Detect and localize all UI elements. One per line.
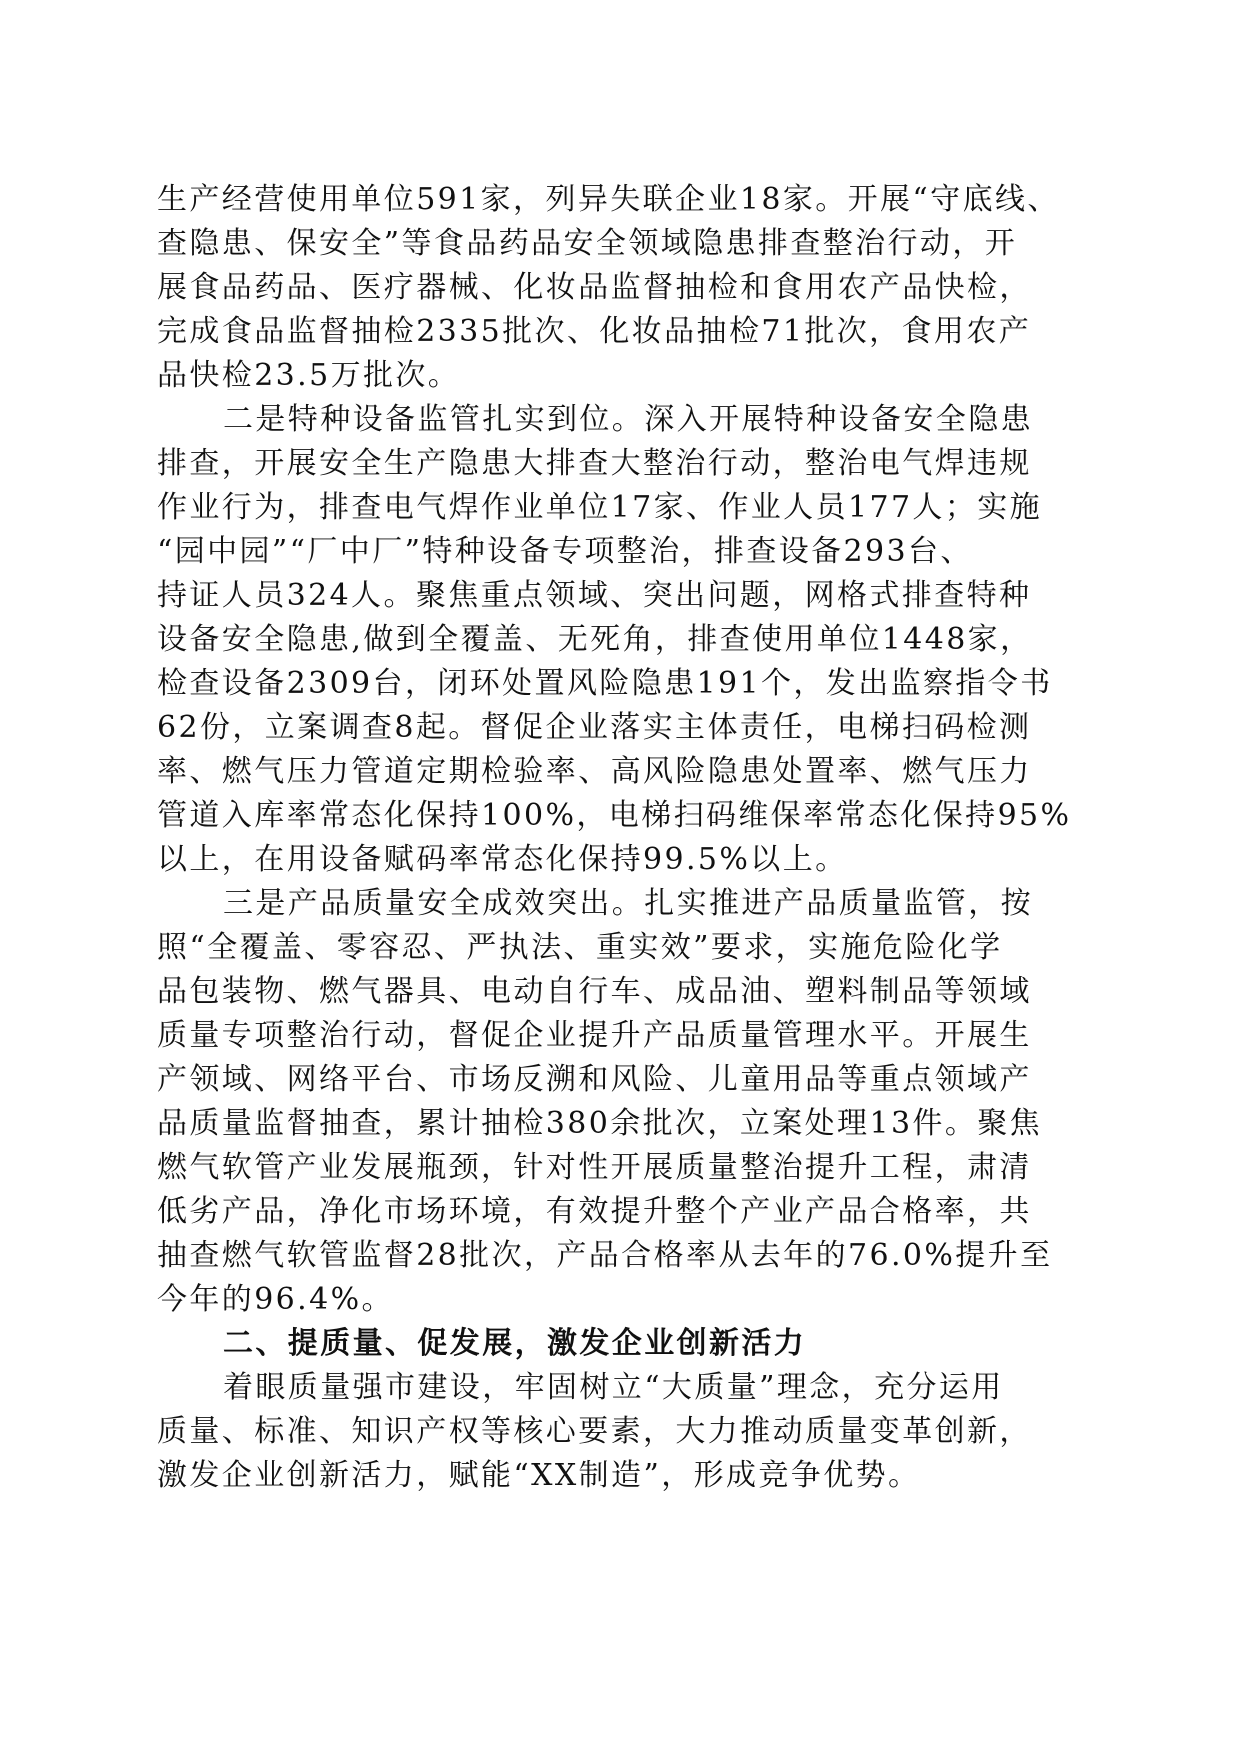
section-heading-text: 二、提质量、促发展，激发企业创新活力 [223,1326,807,1361]
paragraph-line: 激发企业创新活力，赋能“XX制造”，形成竞争优势。 [157,1458,921,1493]
paragraph-line: 设备安全隐患,做到全覆盖、无死角，排查使用单位1448家， [157,622,1033,657]
paragraph-line: 抽查燃气软管监督28批次，产品合格率从去年的76.0%提升至 [157,1238,1053,1273]
paragraph-line: 品快检23.5万批次。 [157,358,461,393]
paragraph-line: 今年的96.4%。 [157,1282,394,1317]
paragraph-line: 生产经营使用单位591家，列异失联企业18家。开展“守底线、 [157,182,1060,217]
paragraph-line: 二是特种设备监管扎实到位。深入开展特种设备安全隐患 [223,402,1033,437]
paragraph-line: 产领域、网络平台、市场反溯和风险、儿童用品等重点领域产 [157,1062,1032,1097]
paragraph-line: 作业行为，排查电气焊作业单位17家、作业人员177人；实施 [157,490,1043,525]
paragraph-line: 以上，在用设备赋码率常态化保持99.5%以上。 [157,842,848,877]
paragraph-line: 检查设备2309台，闭环处置风险隐患191个，发出监察指令书 [157,666,1053,701]
paragraph-line: 低劣产品，净化市场环境，有效提升整个产业产品合格率，共 [157,1194,1032,1229]
paragraph-line: 照“全覆盖、零容忍、严执法、重实效”要求，实施危险化学 [157,930,1003,965]
paragraph-line: 62份，立案调查8起。督促企业落实主体责任，电梯扫码检测 [157,710,1032,745]
document-body [157,178,1087,1498]
paragraph-line: 管道入库率常态化保持100%，电梯扫码维保率常态化保持95% [157,798,1072,833]
paragraph-line: 三是产品质量安全成效突出。扎实推进产品质量监管，按 [223,886,1033,921]
paragraph-line: 查隐患、保安全”等食品药品安全领域隐患排查整治行动，开 [157,226,1018,261]
paragraph-line: 率、燃气压力管道定期检验率、高风险隐患处置率、燃气压力 [157,754,1032,789]
paragraph-line: 完成食品监督抽检2335批次、化妆品抽检71批次，食用农产 [157,314,1032,349]
paragraph-line: 品包装物、燃气器具、电动自行车、成品油、塑料制品等领域 [157,974,1032,1009]
paragraph-line: 质量专项整治行动，督促企业提升产品质量管理水平。开展生 [157,1018,1032,1053]
paragraph-food-drug-safety [157,178,1087,398]
paragraph-line: 展食品药品、医疗器械、化妆品监督抽检和食用农产品快检， [157,270,1032,305]
paragraph-line: 持证人员324人。聚焦重点领域、突出问题，网格式排查特种 [157,578,1032,613]
paragraph-line: “园中园”“厂中厂”特种设备专项整治，排查设备293台、 [157,534,973,569]
paragraph-line: 燃气软管产业发展瓶颈，针对性开展质量整治提升工程，肃清 [157,1150,1032,1185]
paragraph-line: 着眼质量强市建设，牢固树立“大质量”理念，充分运用 [223,1370,1004,1405]
paragraph-special-equipment [157,398,1087,882]
paragraph-line: 品质量监督抽查，累计抽检380余批次，立案处理13件。聚焦 [157,1106,1043,1141]
paragraph-line: 排查，开展安全生产隐患大排查大整治行动，整治电气焊违规 [157,446,1032,481]
paragraph-section-two [157,1366,1087,1498]
paragraph-line: 质量、标准、知识产权等核心要素，大力推动质量变革创新， [157,1414,1032,1449]
section-heading [157,1322,1087,1366]
paragraph-product-quality [157,882,1087,1322]
